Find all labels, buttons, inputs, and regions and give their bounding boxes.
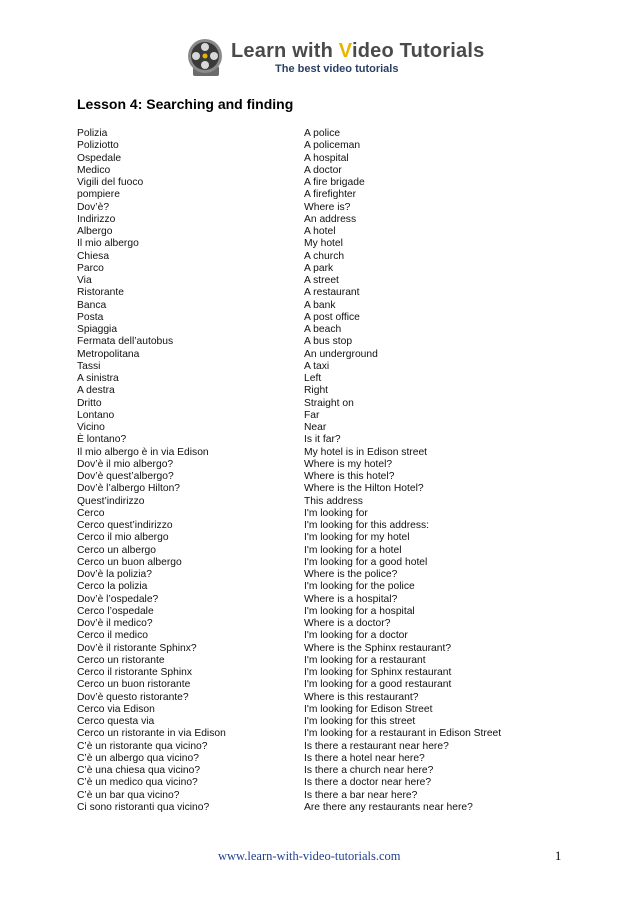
english-translation: My hotel: [304, 238, 343, 250]
italian-phrase: Cerco il mio albergo: [77, 532, 169, 544]
english-translation: A firefighter: [304, 189, 357, 201]
italian-phrase: Posta: [77, 311, 104, 323]
italian-phrase: Dov’è l’ospedale?: [77, 593, 159, 605]
vocab-row: [77, 214, 557, 226]
english-translation: Is there a church near here?: [304, 765, 434, 776]
italian-phrase: A destra: [77, 385, 115, 397]
vocab-row: [77, 643, 557, 655]
english-translation: Far: [304, 409, 320, 421]
vocab-row: [77, 802, 557, 814]
english-translation: A police: [304, 128, 341, 139]
vocab-row: [77, 226, 557, 238]
vocab-row: [77, 606, 557, 618]
vocab-row: [77, 655, 557, 667]
vocab-row: [77, 728, 557, 740]
lesson-title: Lesson 4: Searching and finding: [77, 96, 294, 112]
italian-phrase: Vicino: [77, 422, 105, 433]
vocab-row: [77, 790, 557, 802]
page-number: 1: [555, 849, 562, 863]
vocab-row: [77, 692, 557, 704]
vocab-row: [77, 545, 557, 557]
italian-phrase: Dritto: [77, 397, 102, 409]
italian-phrase: Quest’indirizzo: [77, 495, 145, 507]
italian-phrase: Cerco un ristorante: [77, 654, 165, 666]
english-translation: Where is the Sphinx restaurant?: [304, 642, 452, 654]
italian-phrase: Cerco la polizia: [77, 581, 148, 593]
english-translation: A street: [304, 275, 339, 286]
english-translation: An address: [304, 213, 357, 225]
italian-phrase: C’è un ristorante qua vicino?: [77, 740, 208, 752]
italian-phrase: Il mio albergo è in via Edison: [77, 446, 209, 458]
vocab-row: [77, 202, 557, 214]
english-translation: I'm looking for this street: [304, 716, 416, 727]
italian-phrase: Dov’è il ristorante Sphinx?: [77, 642, 197, 654]
vocab-row: [77, 630, 557, 642]
vocab-row: [77, 275, 557, 287]
vocab-row: [77, 594, 557, 606]
italian-phrase: C’è un albergo qua vicino?: [77, 752, 199, 764]
logo-title: Learn with Video Tutorials: [231, 40, 485, 62]
vocab-row: [77, 459, 557, 471]
italian-phrase: Cerco un buon albergo: [77, 556, 182, 568]
italian-phrase: Indirizzo: [77, 213, 116, 225]
english-translation: A beach: [304, 324, 342, 335]
italian-phrase: Il mio albergo: [77, 238, 139, 250]
vocab-row: [77, 765, 557, 777]
english-translation: Where is?: [304, 201, 351, 213]
italian-phrase: Dov’è questo ristorante?: [77, 691, 189, 703]
vocab-row: [77, 165, 557, 177]
italian-phrase: Cerco un ristorante in via Edison: [77, 728, 226, 740]
italian-phrase: Cerco l’ospedale: [77, 605, 154, 617]
vocab-row: [77, 349, 557, 361]
english-translation: This address: [304, 495, 363, 507]
english-translation: A park: [304, 262, 334, 274]
vocab-row: [77, 753, 557, 765]
vocab-row: [77, 777, 557, 789]
english-translation: I'm looking for my hotel: [304, 532, 410, 544]
vocab-row: [77, 312, 557, 324]
vocab-row: [77, 557, 557, 569]
vocab-row: [77, 496, 557, 508]
italian-phrase: Polizia: [77, 128, 108, 139]
italian-phrase: Albergo: [77, 226, 113, 237]
vocab-row: [77, 667, 557, 679]
english-translation: A hospital: [304, 152, 349, 164]
italian-phrase: Dov’è il medico?: [77, 618, 153, 629]
italian-phrase: Tassi: [77, 360, 101, 372]
site-logo: [183, 36, 485, 82]
italian-phrase: Lontano: [77, 409, 115, 421]
english-translation: I'm looking for this address:: [304, 520, 430, 531]
english-translation: An underground: [304, 348, 378, 360]
english-translation: I'm looking for: [304, 507, 368, 519]
english-translation: A doctor: [304, 164, 342, 176]
italian-phrase: Cerco: [77, 507, 105, 519]
italian-phrase: Cerco quest’indirizzo: [77, 520, 173, 531]
vocab-row: [77, 128, 557, 140]
english-translation: Is there a bar near here?: [304, 789, 418, 801]
italian-phrase: Dov’è?: [77, 201, 110, 213]
vocab-row: [77, 177, 557, 189]
italian-phrase: Cerco il ristorante Sphinx: [77, 667, 193, 678]
vocab-row: [77, 679, 557, 691]
english-translation: I'm looking for a restaurant in Edison Street: [304, 728, 502, 740]
english-translation: Left: [304, 373, 322, 384]
vocab-row: [77, 716, 557, 728]
vocab-row: [77, 263, 557, 275]
vocab-row: [77, 704, 557, 716]
vocab-row: [77, 300, 557, 312]
english-translation: Where is the police?: [304, 569, 398, 580]
english-translation: Where is this restaurant?: [304, 691, 419, 703]
italian-phrase: Dov’è l’albergo Hilton?: [77, 483, 181, 495]
vocab-row: [77, 508, 557, 520]
italian-phrase: Cerco un albergo: [77, 544, 156, 556]
vocab-row: [77, 434, 557, 446]
english-translation: I'm looking for a hospital: [304, 605, 415, 617]
english-translation: A restaurant: [304, 287, 360, 299]
vocab-row: [77, 447, 557, 459]
english-translation: A church: [304, 250, 345, 262]
italian-phrase: Via: [77, 275, 92, 286]
italian-phrase: pompiere: [77, 189, 120, 201]
english-translation: Straight on: [304, 397, 354, 409]
vocab-row: [77, 520, 557, 532]
english-translation: Where is a doctor?: [304, 618, 391, 629]
english-translation: A bank: [304, 299, 336, 311]
vocab-row: [77, 251, 557, 263]
vocab-row: [77, 336, 557, 348]
english-translation: Right: [304, 385, 329, 397]
vocab-row: [77, 483, 557, 495]
vocabulary-list: [77, 128, 557, 814]
english-translation: Near: [304, 422, 327, 433]
english-translation: A hotel: [304, 226, 336, 237]
vocab-row: [77, 385, 557, 397]
film-reel-icon: [183, 36, 227, 80]
vocab-row: [77, 153, 557, 165]
vocab-row: [77, 618, 557, 630]
italian-phrase: Cerco il medico: [77, 630, 148, 642]
logo-tagline: The best video tutorials: [275, 63, 399, 75]
english-translation: A policeman: [304, 140, 361, 152]
vocab-row: [77, 238, 557, 250]
italian-phrase: Cerco via Edison: [77, 703, 155, 715]
english-translation: I'm looking for a hotel: [304, 544, 402, 556]
vocab-row: [77, 373, 557, 385]
vocab-row: [77, 324, 557, 336]
italian-phrase: Medico: [77, 164, 111, 176]
italian-phrase: C’è un bar qua vicino?: [77, 789, 180, 801]
english-translation: I'm looking for the police: [304, 581, 415, 593]
vocab-row: [77, 140, 557, 152]
vocab-row: [77, 581, 557, 593]
vocab-row: [77, 287, 557, 299]
italian-phrase: Banca: [77, 299, 107, 311]
italian-phrase: Vigili del fuoco: [77, 177, 144, 188]
english-translation: A taxi: [304, 360, 330, 372]
italian-phrase: Cerco questa via: [77, 716, 155, 727]
italian-phrase: Dov’è la polizia?: [77, 569, 152, 580]
vocab-row: [77, 741, 557, 753]
vocab-row: [77, 569, 557, 581]
footer-website-link[interactable]: www.learn-with-video-tutorials.com: [218, 849, 401, 863]
english-translation: Where is a hospital?: [304, 593, 398, 605]
vocab-row: [77, 189, 557, 201]
italian-phrase: Fermata dell’autobus: [77, 336, 174, 348]
italian-phrase: È lontano?: [77, 434, 127, 446]
italian-phrase: Parco: [77, 262, 104, 274]
english-translation: Is there a restaurant near here?: [304, 740, 449, 752]
english-translation: Where is the Hilton Hotel?: [304, 483, 424, 495]
english-translation: Are there any restaurants near here?: [304, 801, 473, 813]
english-translation: Where is this hotel?: [304, 471, 395, 482]
italian-phrase: A sinistra: [77, 373, 119, 384]
english-translation: Is there a hotel near here?: [304, 752, 425, 764]
italian-phrase: Ristorante: [77, 287, 124, 299]
vocab-row: [77, 398, 557, 410]
vocab-row: [77, 471, 557, 483]
italian-phrase: C’è un medico qua vicino?: [77, 777, 198, 789]
english-translation: A fire brigade: [304, 177, 365, 188]
italian-phrase: Poliziotto: [77, 140, 119, 152]
english-translation: Where is my hotel?: [304, 458, 393, 470]
vocab-row: [77, 361, 557, 373]
english-translation: I'm looking for a restaurant: [304, 654, 426, 666]
italian-phrase: Spiaggia: [77, 324, 118, 335]
english-translation: Is it far?: [304, 434, 341, 446]
italian-phrase: Ci sono ristoranti qua vicino?: [77, 801, 210, 813]
vocab-row: [77, 532, 557, 544]
english-translation: I'm looking for Sphinx restaurant: [304, 667, 452, 678]
english-translation: I'm looking for a good hotel: [304, 556, 428, 568]
english-translation: A post office: [304, 311, 360, 323]
italian-phrase: C’è una chiesa qua vicino?: [77, 765, 201, 776]
italian-phrase: Metropolitana: [77, 348, 140, 360]
italian-phrase: Chiesa: [77, 250, 110, 262]
english-translation: My hotel is in Edison street: [304, 446, 428, 458]
vocab-row: [77, 410, 557, 422]
italian-phrase: Dov’è il mio albergo?: [77, 458, 174, 470]
english-translation: A bus stop: [304, 336, 353, 348]
italian-phrase: Dov’è quest’albergo?: [77, 471, 174, 482]
english-translation: I'm looking for a good restaurant: [304, 679, 452, 691]
english-translation: Is there a doctor near here?: [304, 777, 432, 789]
italian-phrase: Cerco un buon ristorante: [77, 679, 191, 691]
english-translation: I'm looking for Edison Street: [304, 703, 433, 715]
italian-phrase: Ospedale: [77, 152, 122, 164]
vocab-row: [77, 422, 557, 434]
english-translation: I'm looking for a doctor: [304, 630, 408, 642]
